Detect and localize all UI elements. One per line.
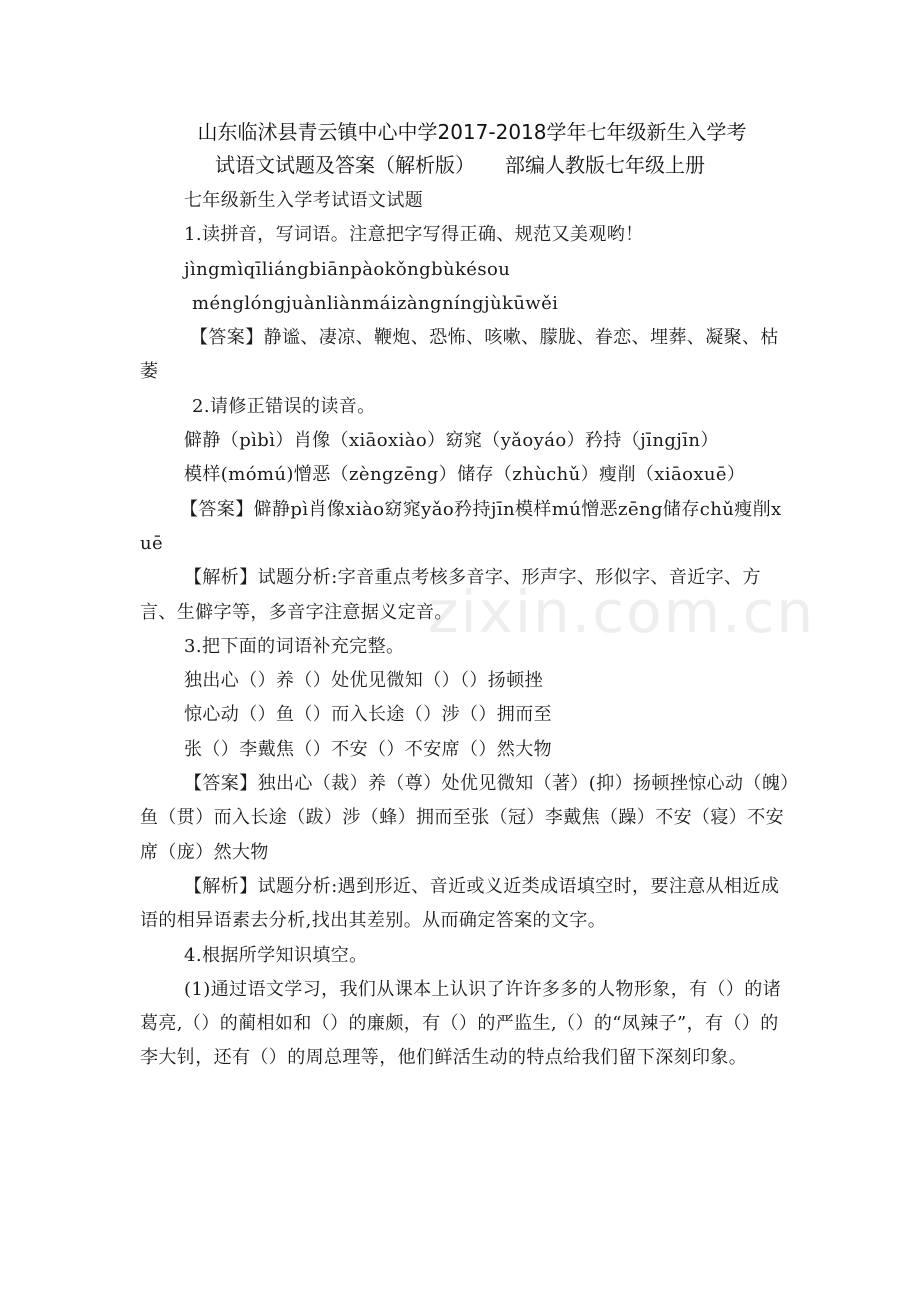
question-2-line-2: 模样(mómú)憎恶（zèngzēng）储存（zhùchǔ）瘦削（xiāoxuē） [184, 464, 746, 486]
document-title-part-a: 试语文试题及答案（解析版） [215, 153, 475, 177]
answer-3: 【答案】独出心（裁）养（尊）处优见微知（著）(抑）扬顿挫惊心动（魄）鱼（贯）而入长途（跋）涉（蜂）拥而至张（冠）李戴焦（躁）不安（寝）不安席（庞）然大物 [140, 773, 790, 863]
question-2-line-1: 僻静（pìbì）肖像（xiāoxiào）窈窕（yǎoyáo）矜持（jīngjīn） [184, 430, 719, 452]
question-3-line-2: 惊心动（）鱼（）而入长途（）涉（）拥而至 [184, 704, 552, 726]
analysis-2: 【解析】试题分析:字音重点考核多音字、形声字、形似字、音近字、方言、生僻字等，多音字注意据义定音。 [140, 567, 761, 623]
pinyin-line-2: ménglóngjuànliànmáizàngníngjùkūwěi [192, 292, 559, 314]
question-3-line-1: 独出心（）养（）处优见微知（）（）扬顿挫 [184, 670, 543, 692]
analysis-3: 【解析】试题分析:遇到形近、音近或义近类成语填空时，要注意从相近成语的相异语素去分析,找出其差别。从而确定答案的文字。 [140, 875, 780, 932]
document-body [140, 184, 790, 1076]
question-2: 2.请修正错误的读音。 [192, 395, 376, 417]
watermark: zixin.com.cn [428, 578, 816, 646]
question-3-line-3: 张（）李戴焦（）不安（）不安席（）然大物 [184, 738, 552, 760]
pinyin-line-1: jìngmìqīliángbiānpàokǒngbùkésou [184, 258, 511, 280]
question-3: 3.把下面的词语补充完整。 [184, 635, 405, 657]
answer-1: 【答案】静谧、凄凉、鞭炮、恐怖、咳嗽、朦胧、眷恋、埋葬、凝聚、枯萎 [140, 327, 779, 383]
document-title-line-1: 山东临沭县青云镇中心中学2017-2018学年七年级新生入学考 [197, 120, 747, 144]
question-1: 1.读拼音，写词语。注意把字写得正确、规范又美观哟！ [184, 224, 644, 246]
section-heading: 七年级新生入学考试语文试题 [184, 190, 424, 211]
document-title-line-2 [0, 150, 920, 180]
question-4: 4.根据所学知识填空。 [184, 944, 368, 966]
answer-2: 【答案】僻静pì肖像xiào窈窕yǎo矜持jīn模样mú憎恶zēng储存chǔ瘦削xuē [140, 498, 782, 554]
question-4-part-1: (1)通过语文学习，我们从课本上认识了许许多多的人物形象，有（）的诸葛亮,（）的蔺相如和（）的廉颇，有（）的严监生,（）的“凤辣子”，有（）的李大钊，还有（）的周总理等，他们鲜活生动的特点给我们留下深刻印象。 [140, 978, 782, 1069]
document-title-part-b: 部编人教版七年级上册 [505, 153, 705, 177]
